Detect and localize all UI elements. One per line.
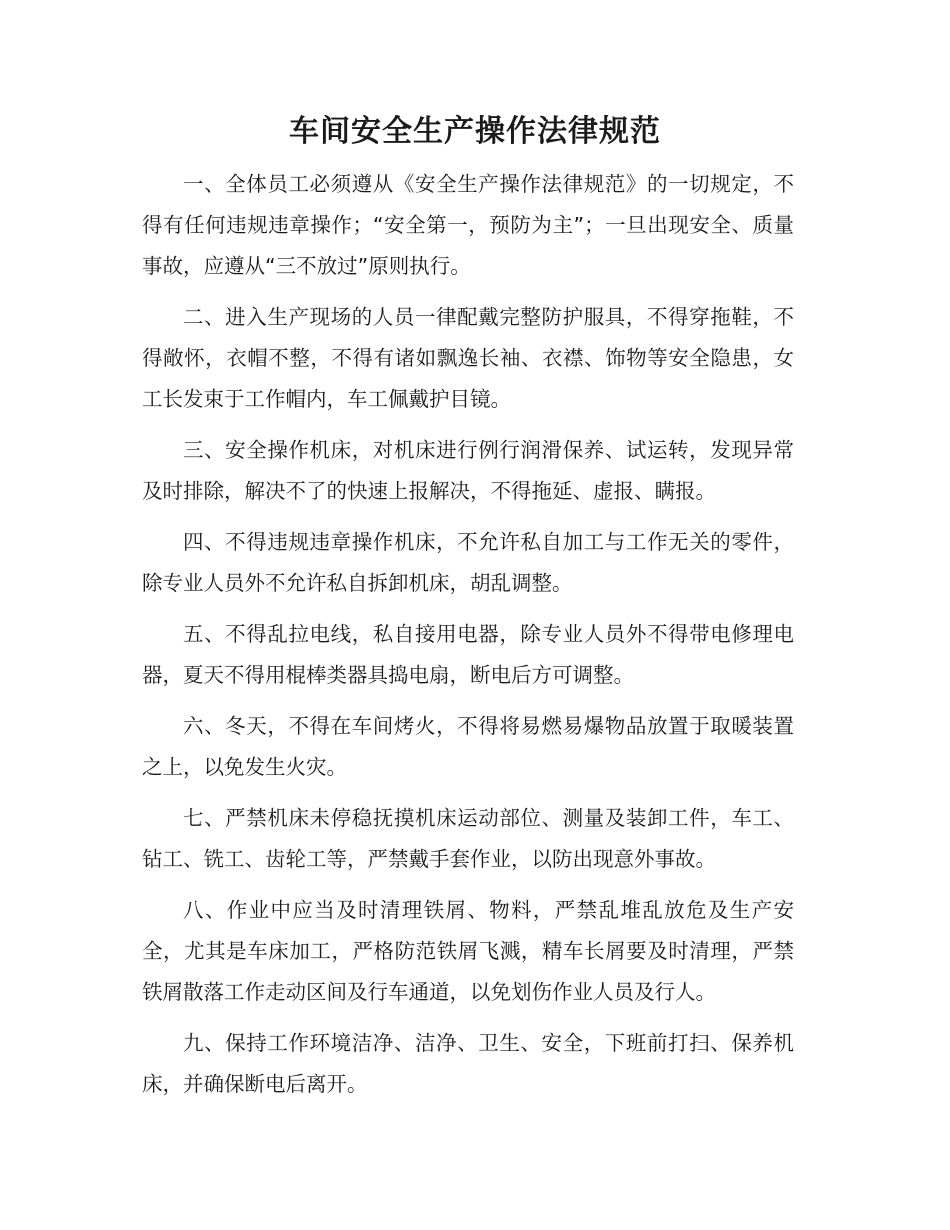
rule-paragraph-9: 九、保持工作环境洁净、洁净、卫生、安全，下班前打扫、保养机床，并确保断电后离开。 — [142, 1031, 794, 1096]
rule-paragraph-5: 五、不得乱拉电线，私自接用电器，除专业人员外不得带电修理电器，夏天不得用棍棒类器具捣电扇，断电后方可调整。 — [142, 622, 794, 687]
rule-paragraph-2: 二、进入生产现场的人员一律配戴完整防护服具，不得穿拖鞋，不得敞怀，衣帽不整，不得有诸如飘逸长袖、衣襟、饰物等安全隐患，女工长发束于工作帽内，车工佩戴护目镜。 — [142, 305, 794, 411]
rule-paragraph-7: 七、严禁机床未停稳抚摸机床运动部位、测量及装卸工件，车工、钻工、铣工、齿轮工等，严禁戴手套作业，以防出现意外事故。 — [142, 806, 794, 871]
rule-paragraph-1: 一、全体员工必须遵从《安全生产操作法律规范》的一切规定，不得有任何违规违章操作；“安全第一，预防为主”；一旦出现安全、质量事故，应遵从“三不放过”原则执行。 — [142, 172, 794, 278]
rule-paragraph-8: 八、作业中应当及时清理铁屑、物料，严禁乱堆乱放危及生产安全，尤其是车床加工，严格防范铁屑飞溅，精车长屑要及时清理，严禁铁屑散落工作走动区间及行车通道，以免划伤作业人员及行人。 — [142, 898, 794, 1004]
document-body — [142, 164, 794, 1115]
rule-paragraph-6: 六、冬天，不得在车间烤火，不得将易燃易爆物品放置于取暖装置之上，以免发生火灾。 — [142, 714, 794, 779]
document-title: 车间安全生产操作法律规范 — [289, 114, 661, 149]
rule-paragraph-3: 三、安全操作机床，对机床进行例行润滑保养、试运转，发现异常及时排除，解决不了的快速上报解决，不得拖延、虚报、瞒报。 — [142, 438, 794, 503]
rule-paragraph-4: 四、不得违规违章操作机床，不允许私自加工与工作无关的零件，除专业人员外不允许私自拆卸机床，胡乱调整。 — [142, 530, 794, 595]
